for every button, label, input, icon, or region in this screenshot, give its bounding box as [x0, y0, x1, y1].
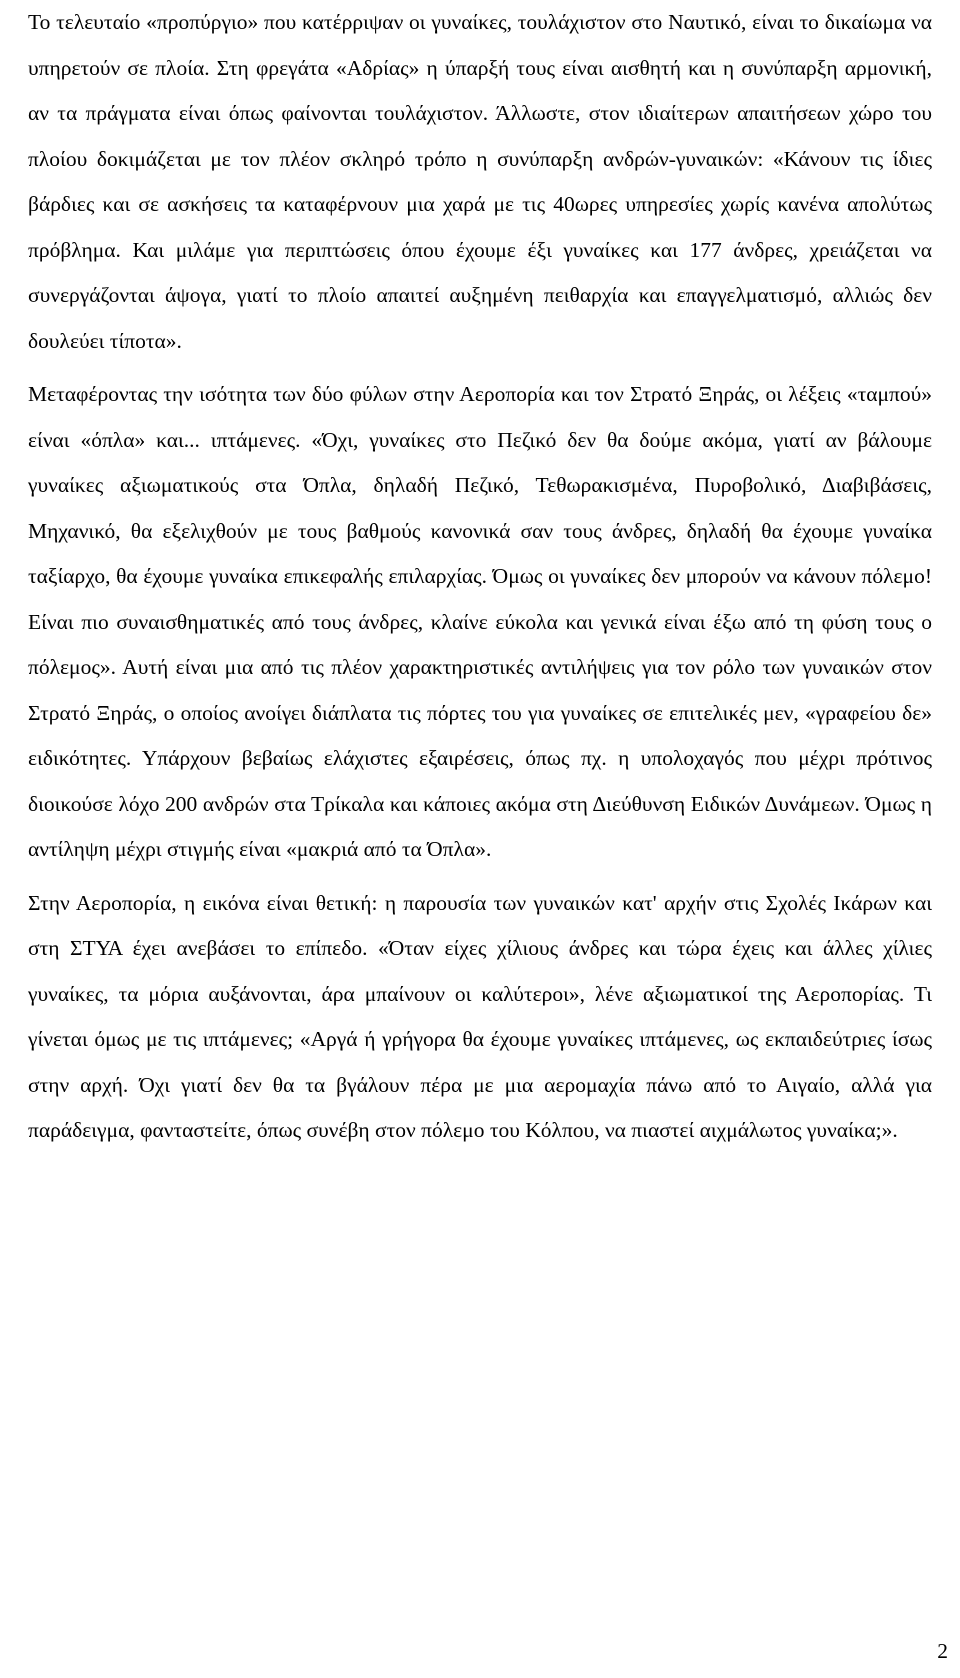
paragraph-army: Μεταφέροντας την ισότητα των δύο φύλων στην Αεροπορία και τον Στρατό Ξηράς, οι λέξεις «ταμπού» είναι «όπλα» και... ιπτάμενες. «Όχι, γυναίκες στο Πεζικό δεν θα δούμε ακόμα, γιατί αν βάλουμε γυναίκες αξιωματικούς στα Όπλα, δηλαδή Πεζικό, Τεθωρακισμένα, Πυροβολικό, Διαβιβάσεις, Μηχανικό, θα εξελιχθούν με τους βαθμούς κανονικά σαν τους άνδρες, δηλαδή θα έχουμε γυναίκα ταξίαρχο, θα έχουμε γυναίκα επικεφαλής επιλαρχίας. Όμως οι γυναίκες δεν μπορούν να κάνουν πόλεμο! Είναι πιο συναισθηματικές από τους άνδρες, κλαίνε εύκολα και γενικά είναι έξω από τη φύση τους ο πόλεμος». Αυτή είναι μια από τις πλέον χαρακτηριστικές αντιλήψεις για τον ρόλο των γυναικών στον Στρατό Ξηράς, ο οποίος ανοίγει διάπλατα τις πόρτες του για γυναίκες σε επιτελικές μεν, «γραφείου δε» ειδικότητες. Υπάρχουν βεβαίως ελάχιστες εξαιρέσεις, όπως πχ. η υπολοχαγός που μέχρι πρότινος διοικούσε λόχο 200 ανδρών στα Τρίκαλα και κάποιες ακόμα στη Διεύθυνση Ειδικών Δυνάμεων. Όμως η αντίληψη μέχρι στιγμής είναι «μακριά από τα Όπλα». [28, 382, 932, 861]
paragraph-air-force: Στην Αεροπορία, η εικόνα είναι θετική: η παρουσία των γυναικών κατ' αρχήν στις Σχολές Ικάρων και στη ΣΤΥΑ έχει ανεβάσει το επίπεδο. «Όταν είχες χίλιους άνδρες και τώρα έχεις και άλλες χίλιες γυναίκες, τα μόρια αυξάνονται, άρα μπαίνουν οι καλύτεροι», λένε αξιωματικοί της Αεροπορίας. Τι γίνεται όμως με τις ιπτάμενες; «Αργά ή γρήγορα θα έχουμε γυναίκες ιπτάμενες, ως εκπαιδεύτριες ίσως στην αρχή. Όχι γιατί δεν θα τα βγάλουν πέρα με μια αερομαχία πάνω από το Αιγαίο, αλλά για παράδειγμα, φανταστείτε, όπως συνέβη στον πόλεμο του Κόλπου, να πιαστεί αιχμάλωτος γυναίκα;». [28, 890, 932, 1142]
page-number: 2 [937, 1639, 948, 1663]
paragraph-navy: Το τελευταίο «προπύργιο» που κατέρριψαν οι γυναίκες, τουλάχιστον στο Ναυτικό, είναι το δικαίωμα να υπηρετούν σε πλοία. Στη φρεγάτα «Αδρίας» η ύπαρξή τους είναι αισθητή και η συνύπαρξη αρμονική, αν τα πράγματα είναι όπως φαίνονται τουλάχιστον. Άλλωστε, στον ιδιαίτερων απαιτήσεων χώρο του πλοίου δοκιμάζεται με τον πλέον σκληρό τρόπο η συνύπαρξη ανδρών-γυναικών: «Κάνουν τις ίδιες βάρδιες και σε ασκήσεις τα καταφέρνουν μια χαρά με τις 40ωρες υπηρεσίες χωρίς κανένα απολύτως πρόβλημα. Και μιλάμε για περιπτώσεις όπου έχουμε έξι γυναίκες και 177 άνδρες, χρειάζεται να συνεργάζονται άψογα, γιατί το πλοίο απαιτεί αυξημένη πειθαρχία και επαγγελματισμό, αλλιώς δεν δουλεύει τίποτα». [28, 10, 932, 353]
document-body [28, 0, 932, 1154]
